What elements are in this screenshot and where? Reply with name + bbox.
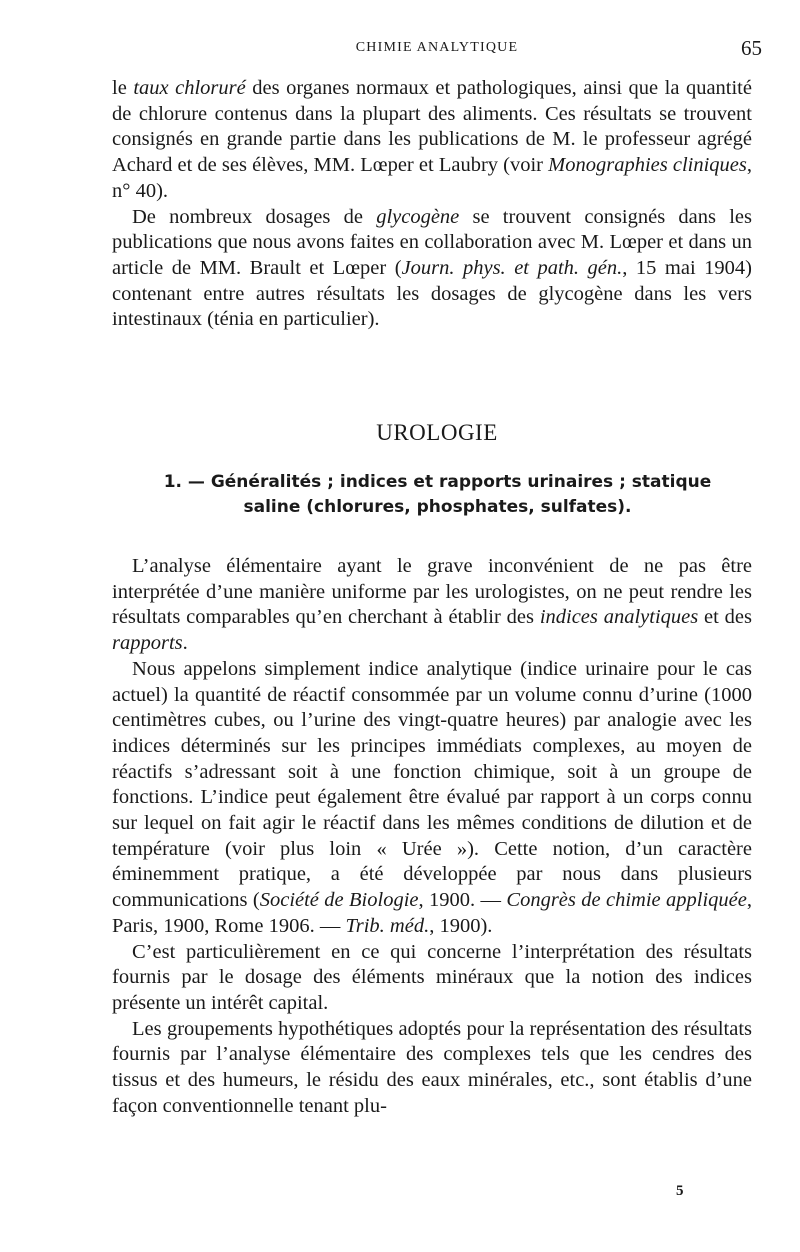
running-title: CHIMIE ANALYTIQUE [355, 40, 519, 55]
paragraph-p6 [112, 1017, 752, 1120]
italic-run: taux chloruré [133, 77, 246, 99]
top-text-block [112, 76, 752, 333]
main-text-block [112, 554, 752, 1119]
text-run: , 1900). [429, 914, 493, 937]
italic-run: Monographies cliniques [548, 154, 747, 177]
text-run: , Paris, 1900, Rome 1906. — [112, 889, 752, 937]
text-run: des organes normaux et pathologiques, ainsi que la quantité de chlorure contenus dans la plupart des aliments. Ces résultats se trouvent consignés en grande partie dans les publications de M. le professeur agrégé Achard et de ses élèves, MM. Lœper et Laubry (voir [112, 77, 752, 177]
page-number: 65 [741, 36, 762, 60]
text-run: , 1900. — [418, 889, 507, 912]
paragraph-p3 [112, 554, 752, 657]
text-run: Les groupements hypothétiques adoptés pour la représentation des résultats fournis par l’analyse élémentaire des complexes tels que les cendres des tissus et des humeurs, le résidu des eaux minérales, etc., sont établis d’une façon conventionnelle tenant plu- [112, 1017, 752, 1117]
italic-run: Société de Biologie [259, 889, 419, 912]
text-run: le [112, 77, 134, 99]
text-run: Nous appelons simplement indice analytique (indice urinaire pour le cas actuel) la quantité de réactif consommée par un volume connu d’urine (1000 centimètres cubes, ou l’urine des vingt-quatre heures) par analogie avec les indices déterminés sur les principes immédiats complexes, au moyen de réactifs s’adressant soit à une fonction chimique, soit à un groupe de fonctions. L’indice peut également être évalué par rapport à un corps connu sur lequel on fait agir le réactif dans les mêmes conditions de dilution et de température (voir plus loin « Urée »). Cette notion, d’un caractère éminemment pratique, a été développée par nous dans plusieurs communications ( [112, 657, 752, 912]
signature-mark: 5 [676, 1183, 684, 1199]
running-head [112, 36, 762, 60]
text-run: et des [698, 606, 752, 629]
subsection-heading: 1. — Généralités ; indices et rapports urinaires ; statique saline (chlorures, phosphates, sulfates). [163, 472, 712, 517]
text-run: , 15 mai 1904) contenant entre autres résultats les dosages de glycogène dans les vers intestinaux (ténia en particulier). [112, 256, 752, 331]
text-run: C’est particulièrement en ce qui concerne l’interprétation des résultats fournis par le dosage des éléments minéraux que la notion des indices présente un intérêt capital. [112, 940, 752, 1014]
text-run: . [182, 632, 188, 655]
italic-run: Journ. phys. et path. gén. [401, 256, 623, 279]
section-heading: UROLOGIE [376, 420, 498, 445]
italic-run: glycogène [376, 205, 460, 228]
text-run: De nombreux dosages de [132, 205, 377, 228]
paragraph-p2 [112, 205, 752, 334]
italic-run: Trib. méd. [345, 914, 430, 937]
italic-run: rapports [112, 632, 183, 655]
italic-run: indices analytiques [539, 606, 699, 629]
text-run: L’analyse élémentaire ayant le grave inconvénient de ne pas être interprétée d’une manière uniforme par les urologistes, on ne peut rendre les résultats comparables qu’en cherchant à établir des [112, 555, 752, 629]
paragraph-p5 [112, 940, 752, 1017]
paragraph-p4 [112, 657, 752, 940]
paragraph-p1 [112, 76, 752, 205]
text-run: , n° 40). [112, 154, 753, 202]
italic-run: Congrès de chimie appliquée [506, 889, 747, 912]
text-run: se trouvent consignés dans les publications que nous avons faites en collaboration avec M. Lœper et dans un article de MM. Brault et Lœper ( [112, 205, 753, 279]
